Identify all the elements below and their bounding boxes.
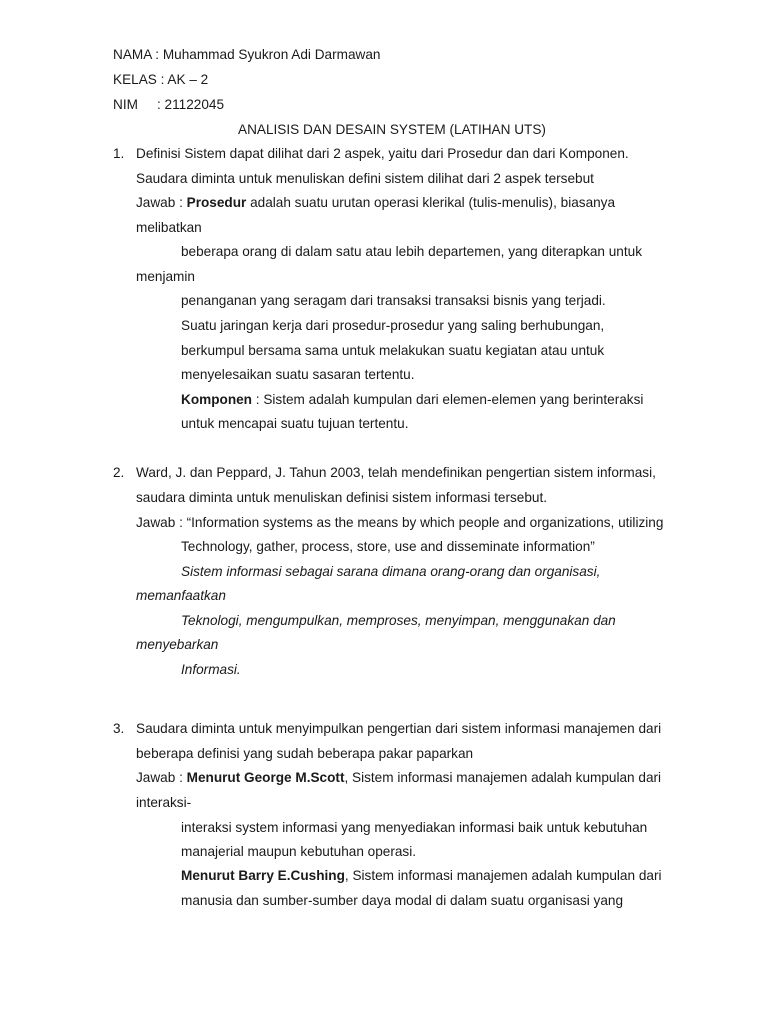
answer-3-text-5: , Sistem informasi manajemen adalah kumpulan dari: [344, 868, 662, 883]
document-title: ANALISIS DAN DESAIN SYSTEM (LATIHAN UTS): [238, 122, 546, 137]
question-3-number: 3.: [113, 721, 125, 736]
prosedur-term: Prosedur: [186, 195, 247, 210]
answer-1-text-1: adalah suatu urutan operasi klerikal (tulis-menulis), biasanya: [246, 195, 616, 210]
answer-1-line-8: menyelesaikan suatu sasaran tertentu.: [181, 367, 415, 382]
cushing-term: Menurut Barry E.Cushing: [181, 868, 345, 883]
nim-value: : 21122045: [157, 97, 225, 112]
answer-1-line-1: [136, 194, 615, 211]
answer-3-text-1: , Sistem informasi manajemen adalah kumpulan dari: [344, 770, 662, 785]
question-3-line-1: Saudara diminta untuk menyimpulkan pengertian dari sistem informasi manajemen dari: [136, 721, 662, 736]
answer-1-line-2: melibatkan: [136, 220, 202, 235]
student-id: [113, 96, 225, 113]
answer-2-line-5: Teknologi, mengumpulkan, memproses, menyimpan, menggunakan dan: [181, 613, 616, 628]
scott-term: Menurut George M.Scott: [186, 770, 345, 785]
answer-2-line-2: Technology, gather, process, store, use and disseminate information”: [181, 539, 595, 554]
question-1-number: 1.: [113, 146, 125, 161]
answer-3-line-4: manajerial maupun kebutuhan operasi.: [181, 844, 417, 859]
answer-1-line-7: berkumpul bersama sama untuk melakukan suatu kegiatan atau untuk: [181, 343, 605, 358]
student-class: KELAS : AK – 2: [113, 72, 209, 87]
answer-3-jawab: Jawab :: [136, 770, 187, 785]
answer-2-line-4: memanfaatkan: [136, 588, 226, 603]
nim-label: NIM: [113, 97, 138, 112]
question-2-line-2: saudara diminta untuk menuliskan definisi sistem informasi tersebut.: [136, 490, 548, 505]
question-2-number: 2.: [113, 465, 125, 480]
answer-3-line-3: interaksi system informasi yang menyediakan informasi baik untuk kebutuhan: [181, 820, 648, 835]
answer-1-line-10: untuk mencapai suatu tujuan tertentu.: [181, 416, 409, 431]
answer-1-text-9: : Sistem adalah kumpulan dari elemen-elemen yang berinteraksi: [251, 392, 644, 407]
student-name: NAMA : Muhammad Syukron Adi Darmawan: [113, 47, 381, 62]
answer-2-line-6: menyebarkan: [136, 637, 219, 652]
answer-1-jawab: Jawab :: [136, 195, 187, 210]
answer-3-line-6: manusia dan sumber-sumber daya modal di dalam suatu organisasi yang: [181, 893, 624, 908]
answer-2-line-1: Jawab : “Information systems as the means by which people and organizations, utilizing: [136, 515, 664, 530]
answer-3-line-1: [136, 769, 661, 786]
answer-2-line-7: Informasi.: [181, 662, 241, 677]
answer-1-line-3: beberapa orang di dalam satu atau lebih departemen, yang diterapkan untuk: [181, 244, 642, 259]
question-2-line-1: Ward, J. dan Peppard, J. Tahun 2003, telah mendefinikan pengertian sistem informasi,: [136, 465, 656, 480]
answer-1-line-9: [181, 391, 643, 408]
question-1-line-1: Definisi Sistem dapat dilihat dari 2 aspek, yaitu dari Prosedur dan dari Komponen.: [136, 146, 629, 161]
question-1-line-2: Saudara diminta untuk menuliskan defini sistem dilihat dari 2 aspek tersebut: [136, 171, 594, 186]
answer-2-line-3: Sistem informasi sebagai sarana dimana orang-orang dan organisasi,: [181, 564, 601, 579]
question-3-line-2: beberapa definisi yang sudah beberapa pakar paparkan: [136, 746, 474, 761]
answer-3-line-5: [181, 867, 662, 884]
answer-1-line-4: menjamin: [136, 269, 195, 284]
komponen-term: Komponen: [181, 392, 252, 407]
answer-1-line-6: Suatu jaringan kerja dari prosedur-prosedur yang saling berhubungan,: [181, 318, 605, 333]
answer-1-line-5: penanganan yang seragam dari transaksi transaksi bisnis yang terjadi.: [181, 293, 606, 308]
answer-3-line-2: interaksi-: [136, 795, 192, 810]
